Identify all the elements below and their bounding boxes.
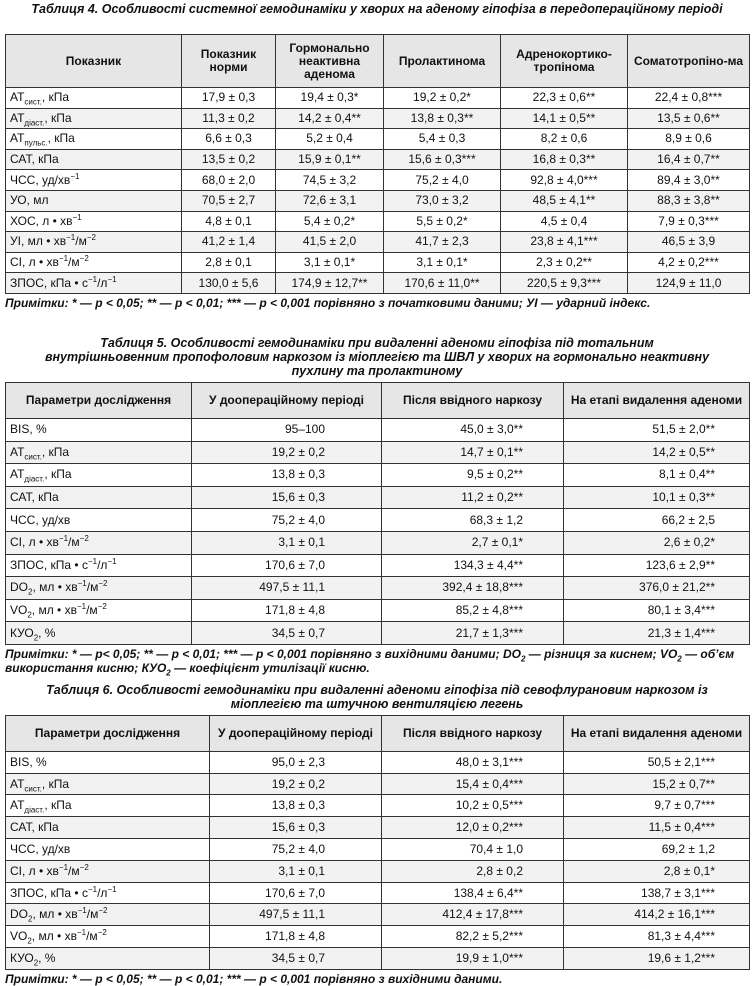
label-superscript: −1: [58, 862, 69, 872]
label-superscript: −1: [76, 601, 87, 611]
table4-cell: 74,5 ± 3,2: [276, 170, 384, 191]
label-superscript: −1: [76, 928, 87, 938]
table4-cell: 41,2 ± 1,4: [182, 232, 276, 253]
label-text: САТ, кПа: [10, 152, 59, 167]
label-superscript-2: −2: [79, 254, 89, 264]
table4-cell: 75,2 ± 4,0: [384, 170, 501, 191]
table4-cell: 22,4 ± 0,8***: [628, 88, 750, 109]
label-text: АТ: [10, 444, 25, 459]
table4-cell: 4,5 ± 0,4: [501, 211, 628, 232]
table4-header-1: Показник норми: [182, 35, 276, 88]
label-superscript-2: −2: [79, 862, 89, 872]
label-subscript: 2: [28, 587, 33, 597]
table5-cell: 95–100: [192, 418, 382, 441]
table4-cell: 89,4 ± 3,0**: [628, 170, 750, 191]
table5-header-1: У доопераційному періоді: [192, 382, 382, 418]
table5-cell: 392,4 ± 18,8***: [382, 577, 564, 600]
label-text-2: /л: [97, 885, 108, 900]
table6-row-label: [6, 773, 210, 795]
table4-body: [6, 88, 750, 294]
label-text: АТ: [10, 798, 25, 813]
table4-cell: 41,7 ± 2,3: [384, 232, 501, 253]
table4-cell: 2,3 ± 0,2**: [501, 252, 628, 273]
label-text: ЗПОС, кПа • с: [10, 275, 88, 290]
table6-note: Примітки: * — p < 0,05; ** — p < 0,01; *** — p < 0,001 порівняно з вихідними даними.: [5, 971, 503, 986]
table5-cell: 2,7 ± 0,1*: [382, 531, 564, 554]
label-text: DO: [10, 907, 28, 922]
table4-row: [6, 170, 750, 191]
table6-body: [6, 751, 750, 969]
label-subscript: сист.: [24, 783, 42, 793]
table6-row-label: [6, 817, 210, 839]
table6-row: [6, 751, 750, 773]
table5-row: [6, 577, 750, 600]
label-superscript-2: −2: [98, 579, 108, 589]
table6-header-row: [6, 715, 750, 751]
table6-cell: 19,2 ± 0,2: [210, 773, 382, 795]
table4-row: [6, 129, 750, 150]
table5-row: [6, 554, 750, 577]
table6-cell: 412,4 ± 17,8***: [382, 904, 564, 926]
table4-cell: 13,5 ± 0,2: [182, 149, 276, 170]
label-subscript: 2: [33, 632, 39, 642]
label-superscript: −1: [77, 906, 87, 916]
label-unit: , %: [38, 950, 56, 965]
table4-row: [6, 232, 750, 253]
label-superscript: −1: [87, 884, 98, 894]
table5-cell: 51,5 ± 2,0**: [564, 418, 750, 441]
label-text: ЧСС, уд/хв: [10, 512, 71, 527]
table4-header-0: Показник: [6, 35, 182, 88]
table6-cell: 11,5 ± 0,4***: [564, 817, 750, 839]
table4-row: [6, 108, 750, 129]
table4-cell: 14,2 ± 0,4**: [276, 108, 384, 129]
label-unit: , мл • хв: [32, 580, 78, 595]
table4-cell: 16,8 ± 0,3**: [501, 149, 628, 170]
table5-header-0: Параметри дослідження: [6, 382, 192, 418]
label-unit: , кПа: [44, 798, 72, 813]
table5-row: [6, 418, 750, 441]
label-text: САТ, кПа: [10, 490, 59, 505]
table5-note: Примітки: * — p< 0,05; ** — p < 0,01; *** — p < 0,001 порівняно з вихідними даними; $DO_2$ — різниця за киснем; $VO_2$ — об’єм використання кисню; $КУО_2$ — коефіцієнт утилізації кисню.: [5, 646, 735, 678]
table6-row-label: [6, 904, 210, 926]
table5-cell: 11,2 ± 0,2**: [382, 486, 564, 509]
table4-row: [6, 273, 750, 294]
table4-cell: 5,5 ± 0,2*: [384, 211, 501, 232]
table5-cell: 15,6 ± 0,3: [192, 486, 382, 509]
table4-cell: 174,9 ± 12,7**: [276, 273, 384, 294]
label-superscript-2: −2: [97, 601, 107, 611]
table5-row-label: [6, 531, 192, 554]
label-text: VO: [10, 929, 28, 944]
table4-cell: 13,8 ± 0,3**: [384, 108, 501, 129]
table4-cell: 5,2 ± 0,4: [276, 129, 384, 150]
table6-cell: 171,8 ± 4,8: [210, 926, 382, 948]
table5-row-label: [6, 464, 192, 487]
table4: [5, 34, 750, 294]
table4-header-4: Адренокортико-тропінома: [501, 35, 628, 88]
table5-cell: 68,3 ± 1,2: [382, 509, 564, 532]
label-superscript-2: −1: [107, 556, 117, 566]
table4-cell: 19,4 ± 0,3*: [276, 88, 384, 109]
label-text-2: /л: [97, 275, 108, 290]
table5-cell: 21,3 ± 1,4***: [564, 622, 750, 645]
table5-cell: 3,1 ± 0,1: [192, 531, 382, 554]
table4-cell: 11,3 ± 0,2: [182, 108, 276, 129]
table4-cell: 68,0 ± 2,0: [182, 170, 276, 191]
label-text: КУО: [10, 950, 34, 965]
label-unit: , мл • хв: [31, 602, 77, 617]
table5-cell: 19,2 ± 0,2: [192, 441, 382, 464]
table4-row-label: [6, 211, 182, 232]
table4-cell: 130,0 ± 5,6: [182, 273, 276, 294]
table6-header-1: У доопераційному періоді: [210, 715, 382, 751]
table5-cell: 14,2 ± 0,5**: [564, 441, 750, 464]
table6-row: [6, 860, 750, 882]
table5-row-label: [6, 418, 192, 441]
label-text: УІ, мл • хв: [10, 234, 67, 249]
table5-body: [6, 418, 750, 644]
table5-row: [6, 531, 750, 554]
table4-row: [6, 252, 750, 273]
table6-cell: 12,0 ± 0,2***: [382, 817, 564, 839]
table5-row: [6, 599, 750, 622]
table4-row-label: [6, 170, 182, 191]
table6-header-0: Параметри дослідження: [6, 715, 210, 751]
label-unit: , кПа: [44, 467, 72, 482]
table4-row-label: [6, 149, 182, 170]
label-superscript: −1: [87, 556, 98, 566]
table5-caption: Таблиця 5. Особливості гемодинаміки при видаленні аденоми гіпофіза під тотальним внутрішньовенним пропофоловим наркозом із міоплегією та ШВЛ у хворих на гормонально неактивну пухлину та пролактиному: [44, 335, 710, 378]
table6-cell: 497,5 ± 11,1: [210, 904, 382, 926]
label-text-2: /м: [68, 863, 80, 878]
table5-cell: 10,1 ± 0,3**: [564, 486, 750, 509]
table6-row: [6, 948, 750, 970]
table4-cell: 4,2 ± 0,2***: [628, 252, 750, 273]
label-text: АТ: [10, 90, 25, 105]
label-text: ЗПОС, кПа • с: [10, 557, 88, 572]
label-subscript: діаст.: [24, 474, 45, 484]
table4-row-label: [6, 252, 182, 273]
table4-cell: 124,9 ± 11,0: [628, 273, 750, 294]
table4-row: [6, 211, 750, 232]
table5-cell: 8,1 ± 0,4**: [564, 464, 750, 487]
table5-row-label: [6, 622, 192, 645]
label-subscript: сист.: [24, 452, 42, 462]
table4-cell: 72,6 ± 3,1: [276, 190, 384, 211]
table6-row-label: [6, 751, 210, 773]
table6-cell: 3,1 ± 0,1: [210, 860, 382, 882]
table5-cell: 123,6 ± 2,9**: [564, 554, 750, 577]
table6-cell: 82,2 ± 5,2***: [382, 926, 564, 948]
table4-cell: 88,3 ± 3,8**: [628, 190, 750, 211]
table4-header-5: Соматотропіно-ма: [628, 35, 750, 88]
table6-cell: 70,4 ± 1,0: [382, 839, 564, 861]
table6-cell: 15,6 ± 0,3: [210, 817, 382, 839]
table5-cell: 80,1 ± 3,4***: [564, 599, 750, 622]
table5-row-label: [6, 509, 192, 532]
table6-header-3: На етапі видалення аденоми: [564, 715, 750, 751]
table5-cell: 9,5 ± 0,2**: [382, 464, 564, 487]
table6-cell: 95,0 ± 2,3: [210, 751, 382, 773]
label-text: АТ: [10, 467, 25, 482]
label-superscript: −1: [72, 212, 82, 222]
table6-caption: Таблиця 6. Особливості гемодинаміки при видаленні аденоми гіпофіза під севофлурановим наркозом із міоплегією та штучною вентиляцією легень: [46, 682, 708, 711]
table4-cell: 8,2 ± 0,6: [501, 129, 628, 150]
table4-row-label: [6, 88, 182, 109]
label-superscript-2: −1: [107, 274, 117, 284]
label-text-2: /м: [86, 580, 99, 595]
table4-caption: Таблиця 4. Особливості системної гемодинаміки у хворих на аденому гіпофіза в передопераційному періоді: [31, 2, 723, 16]
table6-cell: 138,4 ± 6,4**: [382, 882, 564, 904]
table6-row-label: [6, 882, 210, 904]
table4-row-label: [6, 108, 182, 129]
label-unit: , кПа: [41, 90, 70, 105]
table4-row: [6, 149, 750, 170]
table5-cell: 85,2 ± 4,8***: [382, 599, 564, 622]
table6-row-label: [6, 795, 210, 817]
table4-cell: 41,5 ± 2,0: [276, 232, 384, 253]
label-text: ЧСС, уд/хв: [10, 841, 71, 856]
table4-cell: 92,8 ± 4,0***: [501, 170, 628, 191]
label-superscript: −1: [58, 254, 69, 264]
label-text: СІ, л • хв: [10, 863, 59, 878]
table4-cell: 16,4 ± 0,7**: [628, 149, 750, 170]
label-subscript: 2: [27, 936, 32, 946]
label-text: АТ: [10, 131, 25, 146]
table6-cell: 75,2 ± 4,0: [210, 839, 382, 861]
table4-header-row: [6, 35, 750, 88]
table5-row-label: [6, 486, 192, 509]
table4-cell: 14,1 ± 0,5**: [501, 108, 628, 129]
table6-cell: 69,2 ± 1,2: [564, 839, 750, 861]
table4-cell: 13,5 ± 0,6**: [628, 108, 750, 129]
table5: [5, 382, 750, 645]
table5-row: [6, 622, 750, 645]
table6-cell: 48,0 ± 3,1***: [382, 751, 564, 773]
table4-cell: 70,5 ± 2,7: [182, 190, 276, 211]
table4-cell: 19,2 ± 0,2*: [384, 88, 501, 109]
table5-cell: 34,5 ± 0,7: [192, 622, 382, 645]
table5-row-label: [6, 441, 192, 464]
table4-cell: 2,8 ± 0,1: [182, 252, 276, 273]
label-text-2: /л: [97, 557, 108, 572]
table4-cell: 48,5 ± 4,1**: [501, 190, 628, 211]
label-unit: , мл • хв: [32, 907, 78, 922]
label-superscript-2: −2: [97, 928, 107, 938]
table4-note: Примітки: * — p < 0,05; ** — p < 0,01; *** — p < 0,001 порівняно з початковими даними; УІ — ударний індекс.: [5, 295, 651, 310]
table6-cell: 81,3 ± 4,4***: [564, 926, 750, 948]
table5-cell: 376,0 ± 21,2**: [564, 577, 750, 600]
label-text: DO: [10, 580, 28, 595]
table6-cell: 50,5 ± 2,1***: [564, 751, 750, 773]
table4-cell: 15,9 ± 0,1**: [276, 149, 384, 170]
table5-row: [6, 464, 750, 487]
table6-row: [6, 904, 750, 926]
label-text-2: /м: [68, 255, 80, 270]
table5-row-label: [6, 577, 192, 600]
label-text-2: /м: [86, 907, 99, 922]
table4-cell: 46,5 ± 3,9: [628, 232, 750, 253]
table5-row-label: [6, 599, 192, 622]
table5-cell: 497,5 ± 11,1: [192, 577, 382, 600]
label-superscript-2: −2: [86, 233, 96, 243]
table6-cell: 138,7 ± 3,1***: [564, 882, 750, 904]
label-text: АТ: [10, 110, 25, 125]
table6-cell: 9,7 ± 0,7***: [564, 795, 750, 817]
table6-row: [6, 773, 750, 795]
table4-cell: 8,9 ± 0,6: [628, 129, 750, 150]
table5-row: [6, 509, 750, 532]
table5-cell: 170,6 ± 7,0: [192, 554, 382, 577]
table6-cell: 19,9 ± 1,0***: [382, 948, 564, 970]
label-text: ЧСС, уд/хв: [10, 172, 71, 187]
table4-cell: 3,1 ± 0,1*: [276, 252, 384, 273]
label-superscript: −1: [77, 579, 87, 589]
table4-cell: 4,8 ± 0,1: [182, 211, 276, 232]
table5-cell: 134,3 ± 4,4**: [382, 554, 564, 577]
table5-cell: 45,0 ± 3,0**: [382, 418, 564, 441]
label-subscript: діаст.: [24, 118, 45, 128]
label-text: САТ, кПа: [10, 820, 59, 835]
table6-row-label: [6, 860, 210, 882]
table4-row-label: [6, 232, 182, 253]
table4-header-2: Гормонально неактивна аденома: [276, 35, 384, 88]
table6-cell: 10,2 ± 0,5***: [382, 795, 564, 817]
table5-header-2: Після ввідного наркозу: [382, 382, 564, 418]
label-subscript: діаст.: [24, 805, 45, 815]
table6: [5, 715, 750, 970]
label-text-2: /м: [75, 234, 87, 249]
table4-row: [6, 88, 750, 109]
label-unit: , кПа: [41, 444, 70, 459]
table6-header-2: Після ввідного наркозу: [382, 715, 564, 751]
label-superscript-2: −1: [107, 884, 117, 894]
table5-cell: 75,2 ± 4,0: [192, 509, 382, 532]
table6-row-label: [6, 839, 210, 861]
label-unit: , мл • хв: [31, 929, 77, 944]
label-superscript: −1: [70, 171, 80, 181]
label-text: УО, мл: [10, 193, 49, 208]
table6-cell: 2,8 ± 0,1*: [564, 860, 750, 882]
label-text: ХОС, л • хв: [10, 213, 73, 228]
table4-cell: 73,0 ± 3,2: [384, 190, 501, 211]
label-text: ЗПОС, кПа • с: [10, 885, 88, 900]
table6-cell: 170,6 ± 7,0: [210, 882, 382, 904]
label-text: BIS, %: [10, 422, 47, 437]
table5-row-label: [6, 554, 192, 577]
table6-row: [6, 926, 750, 948]
label-subscript: 2: [27, 610, 32, 620]
label-subscript: 2: [33, 958, 39, 968]
label-superscript-2: −2: [98, 906, 108, 916]
table6-row-label: [6, 926, 210, 948]
table4-row-label: [6, 190, 182, 211]
table4-cell: 22,3 ± 0,6**: [501, 88, 628, 109]
label-superscript: −1: [87, 274, 98, 284]
label-superscript: −1: [66, 233, 76, 243]
label-text: СІ, л • хв: [10, 255, 59, 270]
table5-row: [6, 486, 750, 509]
table4-row-label: [6, 129, 182, 150]
table5-header-3: На етапі видалення аденоми: [564, 382, 750, 418]
table4-cell: 3,1 ± 0,1*: [384, 252, 501, 273]
table4-cell: 6,6 ± 0,3: [182, 129, 276, 150]
table4-row-label: [6, 273, 182, 294]
table4-header-3: Пролактинома: [384, 35, 501, 88]
label-text-2: /м: [86, 602, 98, 617]
table6-cell: 414,2 ± 16,1***: [564, 904, 750, 926]
table6-cell: 13,8 ± 0,3: [210, 795, 382, 817]
label-unit: , кПа: [41, 776, 70, 791]
label-text-2: /м: [68, 535, 80, 550]
label-text: АТ: [10, 776, 25, 791]
table6-cell: 15,2 ± 0,7**: [564, 773, 750, 795]
table6-cell: 19,6 ± 1,2***: [564, 948, 750, 970]
table4-cell: 15,6 ± 0,3***: [384, 149, 501, 170]
table4-cell: 7,9 ± 0,3***: [628, 211, 750, 232]
table5-row: [6, 441, 750, 464]
table4-cell: 17,9 ± 0,3: [182, 88, 276, 109]
table6-row: [6, 795, 750, 817]
label-superscript: −1: [58, 534, 69, 544]
table4-cell: 220,5 ± 9,3***: [501, 273, 628, 294]
table6-row: [6, 839, 750, 861]
label-subscript: сист.: [24, 97, 42, 107]
table4-cell: 5,4 ± 0,2*: [276, 211, 384, 232]
label-text: BIS, %: [10, 754, 47, 769]
label-text: СІ, л • хв: [10, 535, 59, 550]
table6-cell: 2,8 ± 0,2: [382, 860, 564, 882]
label-subscript: 2: [28, 914, 33, 924]
table6-cell: 34,5 ± 0,7: [210, 948, 382, 970]
table5-cell: 13,8 ± 0,3: [192, 464, 382, 487]
table5-cell: 66,2 ± 2,5: [564, 509, 750, 532]
table6-row: [6, 817, 750, 839]
label-superscript-2: −2: [79, 534, 89, 544]
label-subscript: пульс.: [24, 138, 48, 148]
table4-cell: 170,6 ± 11,0**: [384, 273, 501, 294]
table5-cell: 21,7 ± 1,3***: [382, 622, 564, 645]
label-text: КУО: [10, 625, 34, 640]
label-unit: , %: [38, 625, 56, 640]
table4-cell: 5,4 ± 0,3: [384, 129, 501, 150]
table6-row: [6, 882, 750, 904]
table5-cell: 171,8 ± 4,8: [192, 599, 382, 622]
label-unit: , кПа: [44, 110, 72, 125]
label-text-2: /м: [86, 929, 98, 944]
label-text: VO: [10, 602, 28, 617]
table5-cell: 14,7 ± 0,1**: [382, 441, 564, 464]
table4-cell: 23,8 ± 4,1***: [501, 232, 628, 253]
table4-row: [6, 190, 750, 211]
table6-row-label: [6, 948, 210, 970]
label-unit: , кПа: [47, 131, 75, 146]
table5-cell: 2,6 ± 0,2*: [564, 531, 750, 554]
table6-cell: 15,4 ± 0,4***: [382, 773, 564, 795]
table5-header-row: [6, 382, 750, 418]
